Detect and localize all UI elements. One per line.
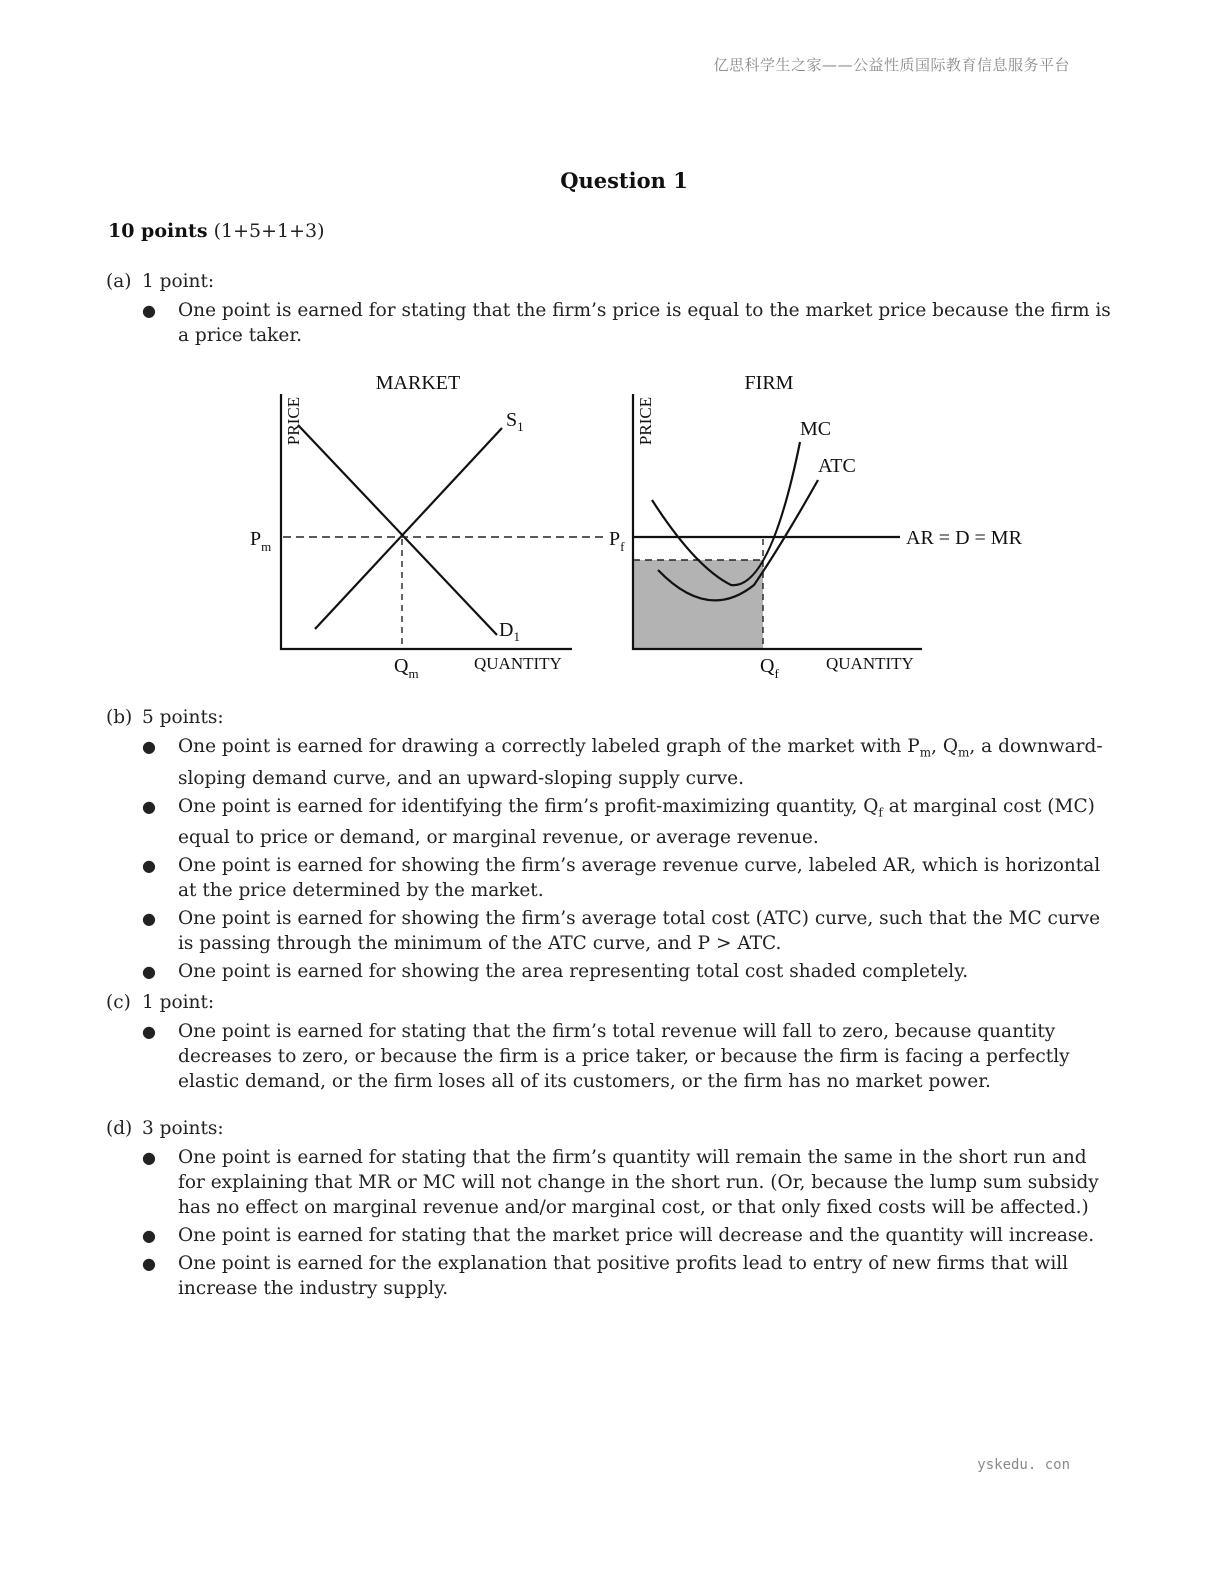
part-label: (d)	[106, 1118, 133, 1139]
market-firm-diagram	[240, 364, 1060, 684]
supply-curve	[315, 428, 502, 629]
part-a-heading	[106, 271, 214, 292]
part-points: 1 point:	[142, 271, 215, 292]
bullet-text: One point is earned for showing the area representing total cost shaded completely.	[178, 961, 969, 983]
mc-label: MC	[800, 418, 832, 440]
market-xlabel: QUANTITY	[474, 654, 562, 673]
bullet-item	[140, 298, 1112, 348]
bullet-text: One point is earned for stating that the market price will decrease and the quantity will increase.	[178, 1225, 1095, 1246]
firm-xlabel: QUANTITY	[826, 654, 914, 673]
bullet-icon: ●	[142, 1148, 156, 1167]
bullet-text: One point is earned for stating that the firm’s quantity will remain the same in the short run and for explaining that MR or MC will not change in the short run. (Or, because the lump sum subsidy has no effect on marginal revenue and/or marginal cost, or that only fixed costs will be affected.)	[178, 1147, 1099, 1218]
bullet-item	[140, 959, 1112, 984]
firm-qty-label: $Q_f$	[760, 655, 779, 681]
bullet-icon: ●	[142, 856, 156, 876]
header-watermark: 亿思科学生之家——公益性质国际教育信息服务平台	[713, 56, 1070, 74]
firm-ylabel: PRICE	[636, 396, 655, 446]
bullet-icon: ●	[142, 737, 156, 756]
bullet-item	[140, 1223, 1112, 1248]
ar-d-mr-label: AR = D = MR	[906, 527, 1022, 549]
supply-label: $S_1$	[506, 409, 524, 434]
market-price-label: $P_m$	[250, 528, 272, 554]
page-title: Question 1	[560, 168, 688, 193]
part-a-bullets	[140, 298, 1112, 351]
total-cost-shaded-area	[633, 560, 763, 649]
part-points: 3 points:	[142, 1118, 224, 1139]
bullet-icon: ●	[142, 909, 156, 929]
part-points: 1 point:	[142, 992, 215, 1013]
firm-price-label: $P_f$	[609, 528, 625, 554]
part-c-heading	[106, 992, 214, 1013]
demand-curve	[298, 425, 497, 635]
part-b-bullets	[140, 734, 1112, 987]
bullet-text: One point is earned for stating that the firm’s total revenue will fall to zero, because quantity decreases to zero, or because the firm is a price taker, or because the firm is facing a perfectly elastic demand, or the firm loses all of its customers, or the firm has no market power.	[178, 1021, 1070, 1092]
part-label: (a)	[106, 271, 132, 292]
bullet-text: One point is earned for the explanation that positive profits lead to entry of new firms that will increase the industry supply.	[178, 1253, 1069, 1299]
points-total: 10 points	[108, 220, 208, 242]
part-label: (b)	[106, 707, 133, 728]
part-b-heading	[106, 707, 224, 728]
bullet-icon: ●	[142, 1254, 156, 1273]
part-d-bullets	[140, 1145, 1112, 1304]
firm-title: FIRM	[744, 372, 794, 394]
bullet-item	[140, 734, 1112, 791]
part-points: 5 points:	[142, 707, 224, 728]
part-label: (c)	[106, 992, 131, 1013]
demand-label: $D_1$	[499, 619, 520, 644]
part-c-bullets	[140, 1019, 1112, 1097]
bullet-icon: ●	[142, 301, 156, 320]
bullet-icon: ●	[142, 1226, 156, 1245]
bullet-item	[140, 906, 1112, 956]
bullet-text: One point is earned for drawing a correctly labeled graph of the market with $P_m$, $Q_m$, a downward-sloping demand curve, and an upward-sloping supply curve.	[178, 736, 1103, 789]
bullet-text: One point is earned for showing the firm’s average total cost (ATC) curve, such that the MC curve is passing through the minimum of the ATC curve, and P > ATC.	[178, 908, 1101, 955]
market-ylabel: PRICE	[284, 396, 303, 446]
footer-watermark: yskedu. con	[977, 1457, 1070, 1473]
points-line	[108, 220, 325, 242]
bullet-icon: ●	[142, 796, 156, 816]
bullet-item	[140, 1145, 1112, 1220]
bullet-item	[140, 853, 1112, 903]
atc-label: ATC	[818, 455, 856, 477]
bullet-text: One point is earned for stating that the firm’s price is equal to the market price because the firm is a price taker.	[178, 300, 1111, 346]
bullet-item	[140, 794, 1112, 851]
part-d-heading	[106, 1118, 224, 1139]
points-breakdown: (1+5+1+3)	[213, 220, 325, 242]
bullet-icon: ●	[142, 1022, 156, 1041]
bullet-text: One point is earned for identifying the firm’s profit-maximizing quantity, $Q_f$ at marginal cost (MC) equal to price or demand, or marginal revenue, or average revenue.	[178, 795, 1095, 849]
market-qty-label: $Q_m$	[394, 655, 419, 681]
bullet-item	[140, 1251, 1112, 1301]
bullet-text: One point is earned for showing the firm’s average revenue curve, labeled AR, which is horizontal at the price determined by the market.	[178, 855, 1101, 902]
market-title: MARKET	[375, 372, 461, 394]
bullet-icon: ●	[142, 962, 156, 982]
bullet-item	[140, 1019, 1112, 1094]
